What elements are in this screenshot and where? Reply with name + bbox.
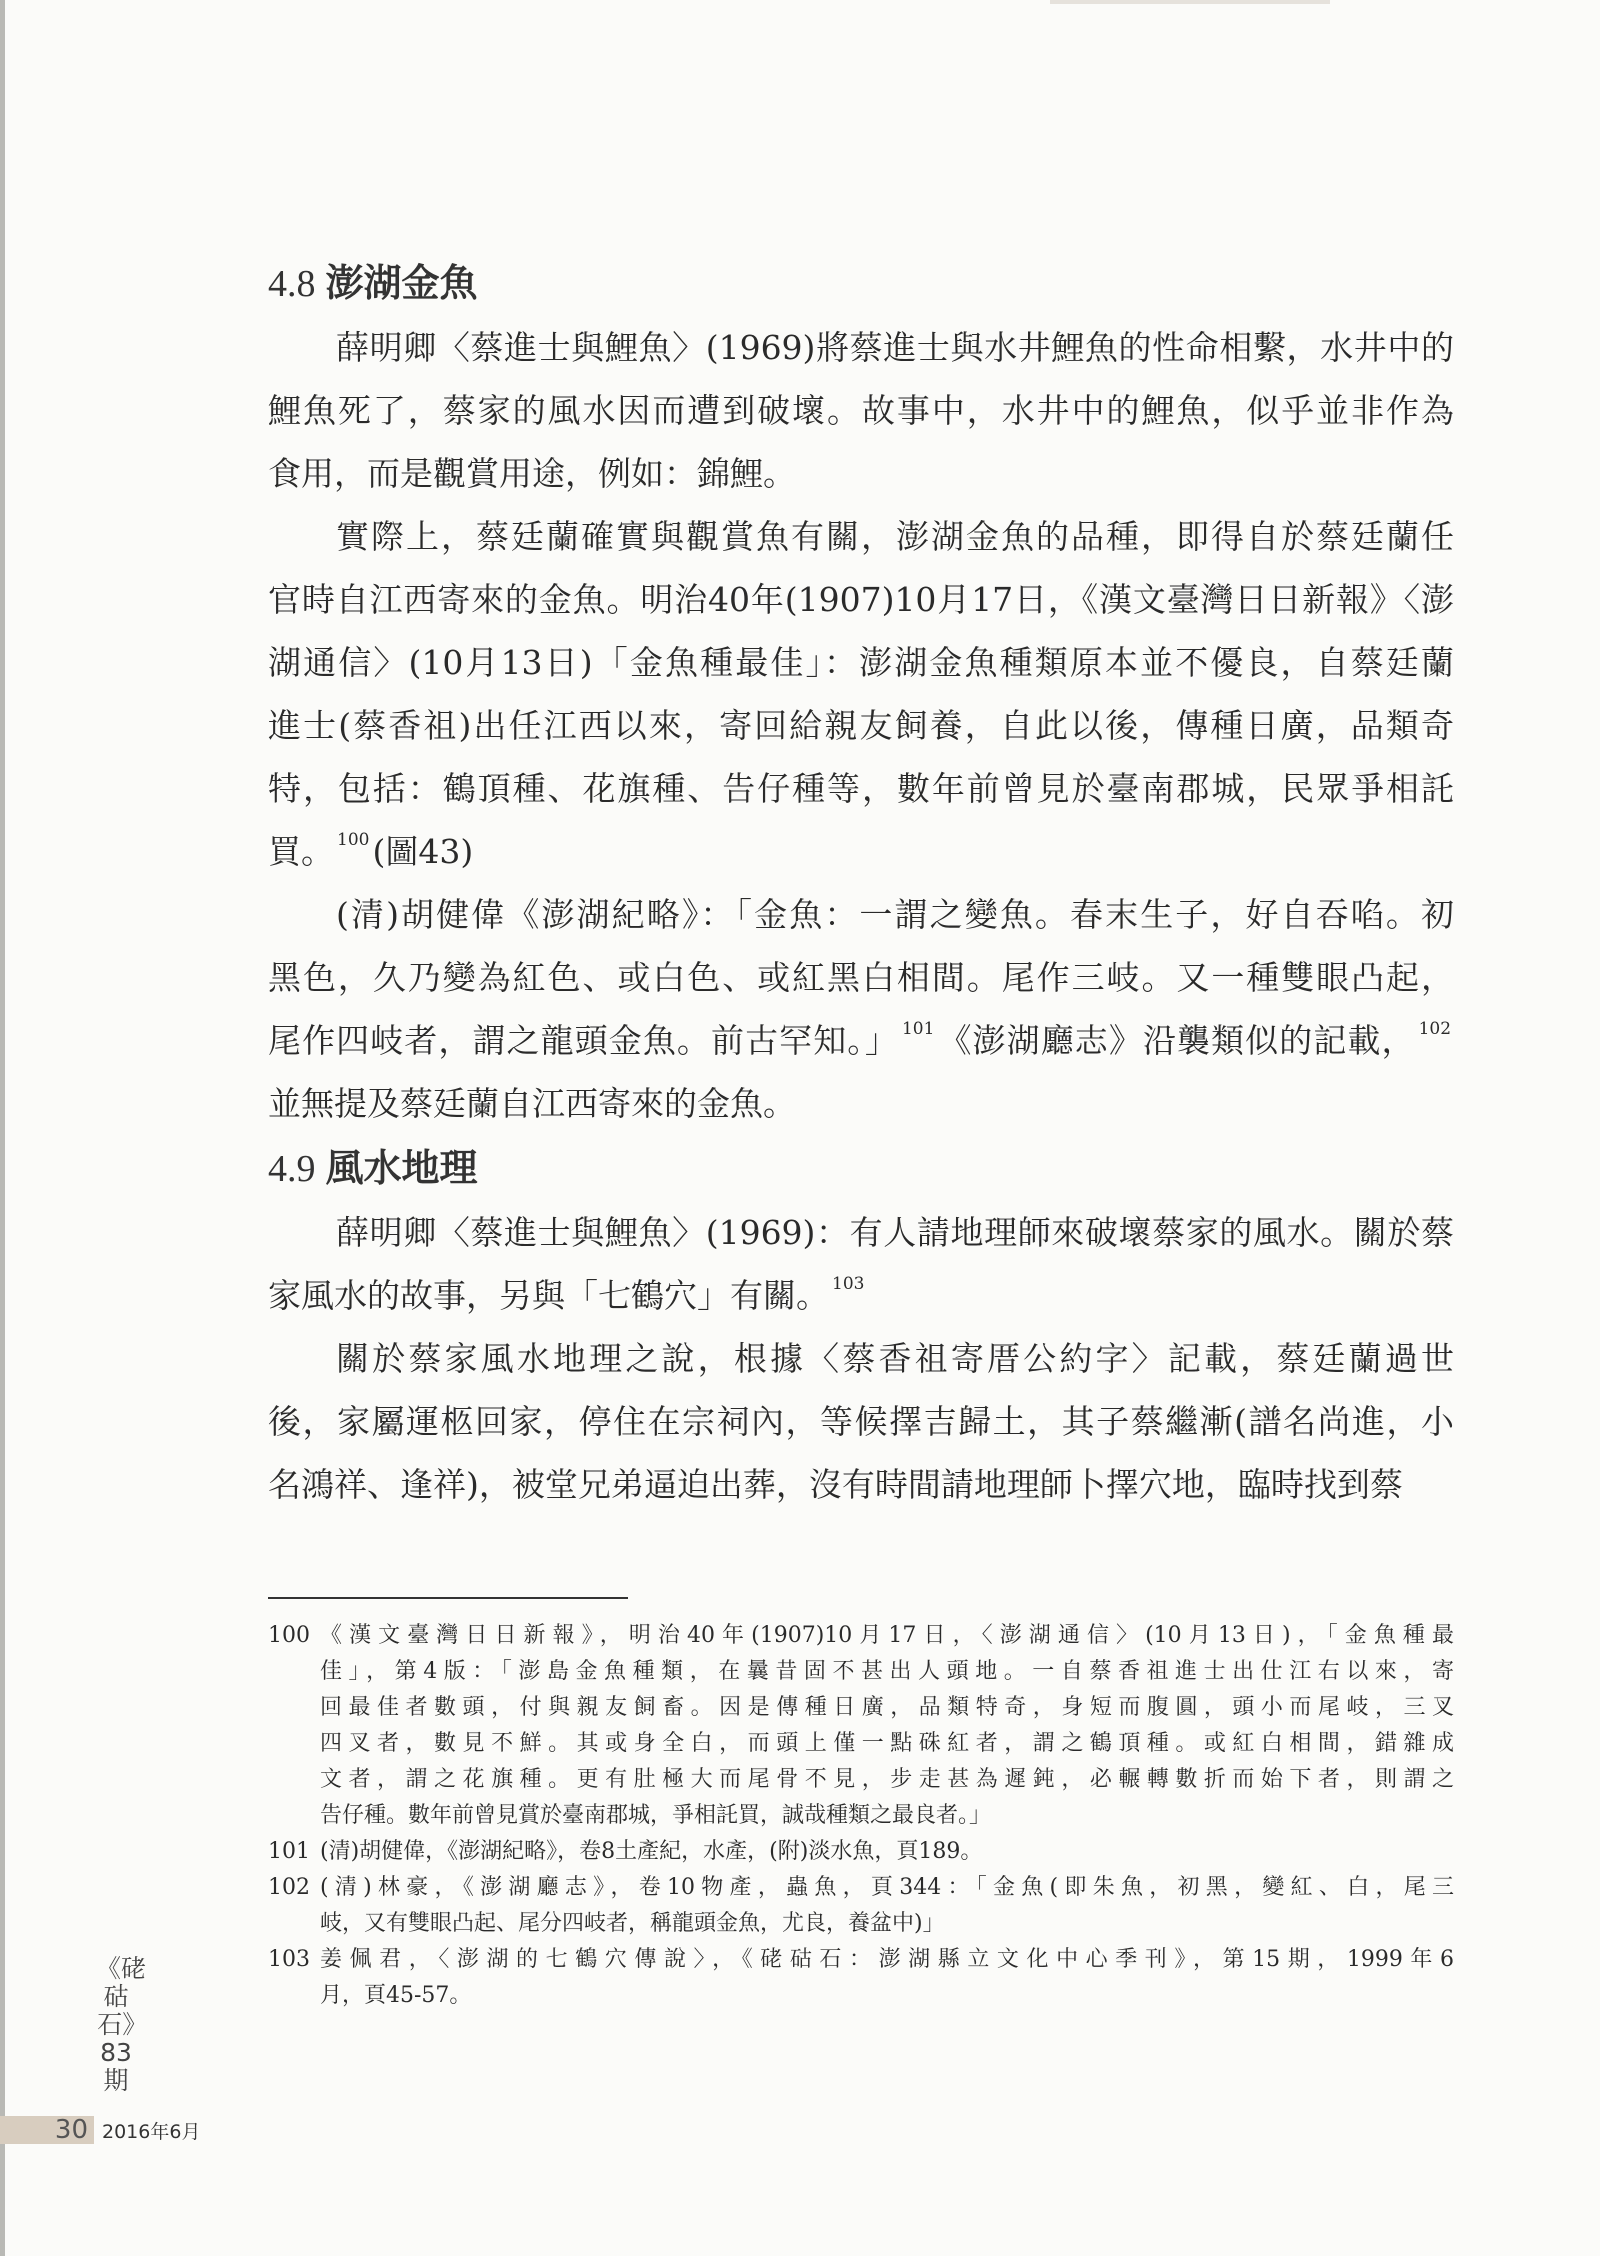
text-run: (清)胡健偉《澎湖紀略》：「金魚：一謂之變魚。春末生子，好自吞啗。初 [336, 895, 1454, 934]
paragraph-line [268, 316, 1454, 379]
footnote-line: 姜佩君，〈澎湖的七鶴穴傳說〉，《硓𥑮石：澎湖縣立文化中心季刊》，第15期，1999年6 [320, 1947, 1454, 1972]
footnote [268, 1618, 1454, 1834]
section-number: 4.9 [268, 1148, 316, 1190]
footnote-line: (清)胡健偉，《澎湖紀略》，卷8土產紀，水產，(附)淡水魚，頁189。 [320, 1839, 983, 1864]
scan-mark [1050, 0, 1330, 4]
text-run: (圖43) [372, 832, 474, 871]
text-run: 黑色，久乃變為紅色、或白色、或紅黑白相間。尾作三岐。又一種雙眼凸起， [268, 958, 1454, 997]
footnote-number: 100 [268, 1623, 310, 1648]
footnote-number: 103 [268, 1947, 310, 1972]
footnote-line: 文者，謂之花旗種。更有肚極大而尾骨不見，步走甚為遲鈍，必輾轉數折而始下者，則謂之 [320, 1767, 1454, 1792]
footnote [268, 1870, 1454, 1942]
paragraph-line [268, 694, 1454, 757]
paragraph-line [268, 1072, 1454, 1135]
paragraph-line [268, 883, 1454, 946]
footnote [268, 1834, 1454, 1870]
footnote-divider [268, 1597, 628, 1599]
paragraph-line [268, 1264, 1454, 1327]
paragraph-line [268, 1201, 1454, 1264]
footnote-ref: 103 [832, 1274, 865, 1294]
text-run: 湖通信〉(10月13日)「金魚種最佳」：澎湖金魚種類原本並不優良，自蔡廷蘭 [268, 643, 1454, 682]
text-run: 並無提及蔡廷蘭自江西寄來的金魚。 [268, 1084, 796, 1123]
text-run: 買。 [268, 832, 334, 871]
text-run: 鯉魚死了，蔡家的風水因而遭到破壞。故事中，水井中的鯉魚，似乎並非作為 [268, 391, 1454, 430]
footnote [268, 1942, 1454, 2014]
text-run: 進士(蔡香祖)出任江西以來，寄回給親友飼養，自此以後，傳種日廣，品類奇 [268, 706, 1454, 745]
page-number: 30 [0, 2116, 94, 2144]
paragraph-line [268, 442, 1454, 505]
paragraph-line [268, 505, 1454, 568]
text-run: 家風水的故事，另與「七鶴穴」有關。 [268, 1276, 829, 1315]
article-body [268, 250, 1454, 1516]
text-run: 特，包括：鶴頂種、花旗種、告仔種等，數年前曾見於臺南郡城，民眾爭相託 [268, 769, 1454, 808]
footnote-text [320, 1870, 1454, 1942]
journal-issue-label: 《硓𥑮石》83期 [96, 1954, 147, 2095]
text-run: 官時自江西寄來的金魚。明治40年(1907)10月17日，《漢文臺灣日日新報》〈澎 [268, 580, 1454, 619]
section-title: 風水地理 [325, 1146, 478, 1190]
text-run: 名鴻祥、逢祥)，被堂兄弟逼迫出葬，沒有時間請地理師卜擇穴地，臨時找到蔡 [268, 1465, 1403, 1504]
text-run: 關於蔡家風水地理之說，根據〈蔡香祖寄厝公約字〉記載，蔡廷蘭過世 [336, 1339, 1454, 1378]
paragraph-line [268, 1009, 1454, 1072]
section-heading [268, 1135, 1454, 1201]
footnote-line: 告仔種。數年前曾見賞於臺南郡城，爭相託買，誠哉種類之最良者。」 [320, 1803, 992, 1828]
text-run: 《澎湖廳志》沿襲類似的記載， [937, 1021, 1416, 1060]
footnote-line: (清)林豪，《澎湖廳志》，卷10物產，蟲魚，頁344：「金魚(即朱魚，初黑，變紅、白，尾三 [320, 1875, 1454, 1900]
footnote-line: 月，頁45-57。 [320, 1983, 472, 2008]
section-heading [268, 250, 1454, 316]
footnote-line: 岐，又有雙眼凸起、尾分四岐者，稱龍頭金魚，尤良，養盆中)」 [320, 1911, 945, 1936]
footnote-line: 佳」，第4版：「澎島金魚種類，在曩昔固不甚出人頭地。一自蔡香祖進士出仕江右以來，寄 [320, 1659, 1454, 1684]
footnote-text [320, 1942, 1454, 2014]
footnote-text [320, 1834, 1454, 1870]
footnote-line: 回最佳者數頭，付與親友飼畜。因是傳種日廣，品類特奇，身短而腹圓，頭小而尾岐，三叉 [320, 1695, 1454, 1720]
footnote-number: 102 [268, 1875, 310, 1900]
text-run: 後，家屬運柩回家，停住在宗祠內，等候擇吉歸土，其子蔡繼漸(譜名尚進，小 [268, 1402, 1454, 1441]
footnote-line: 四叉者，數見不鮮。其或身全白，而頭上僅一點硃紅者，謂之鶴頂種。或紅白相間，錯雜成 [320, 1731, 1454, 1756]
issue-date: 2016年6月 [102, 2120, 201, 2143]
footnote-text [320, 1618, 1454, 1834]
paragraph-line [268, 568, 1454, 631]
text-run: 薛明卿〈蔡進士與鯉魚〉(1969)將蔡進士與水井鯉魚的性命相繫，水井中的 [336, 328, 1454, 367]
paragraph-line [268, 1327, 1454, 1390]
text-run: 食用，而是觀賞用途，例如：錦鯉。 [268, 454, 796, 493]
page-edge [0, 0, 5, 2256]
text-run: 尾作四岐者，謂之龍頭金魚。前古罕知。」 [268, 1021, 899, 1060]
paragraph-line [268, 946, 1454, 1009]
paragraph-line [268, 631, 1454, 694]
footnote-ref: 100 [337, 830, 370, 850]
paragraph-line [268, 379, 1454, 442]
paragraph-line [268, 1390, 1454, 1453]
paragraph-line [268, 820, 1454, 883]
text-run: 實際上，蔡廷蘭確實與觀賞魚有關，澎湖金魚的品種，即得自於蔡廷蘭任 [336, 517, 1454, 556]
footnote-line: 《漢文臺灣日日新報》，明治40年(1907)10月17日，〈澎湖通信〉(10月13日)，「金魚種最 [320, 1623, 1454, 1648]
text-run: 薛明卿〈蔡進士與鯉魚〉(1969)：有人請地理師來破壞蔡家的風水。關於蔡 [336, 1213, 1454, 1252]
section-number: 4.8 [268, 263, 316, 305]
footnote-number: 101 [268, 1839, 310, 1864]
footnote-ref: 102 [1418, 1019, 1452, 1039]
paragraph-line [268, 757, 1454, 820]
footnote-ref: 101 [901, 1019, 935, 1039]
footnotes [268, 1618, 1454, 2014]
paragraph-line [268, 1453, 1454, 1516]
page-footer [0, 2116, 200, 2144]
section-title: 澎湖金魚 [325, 261, 478, 305]
